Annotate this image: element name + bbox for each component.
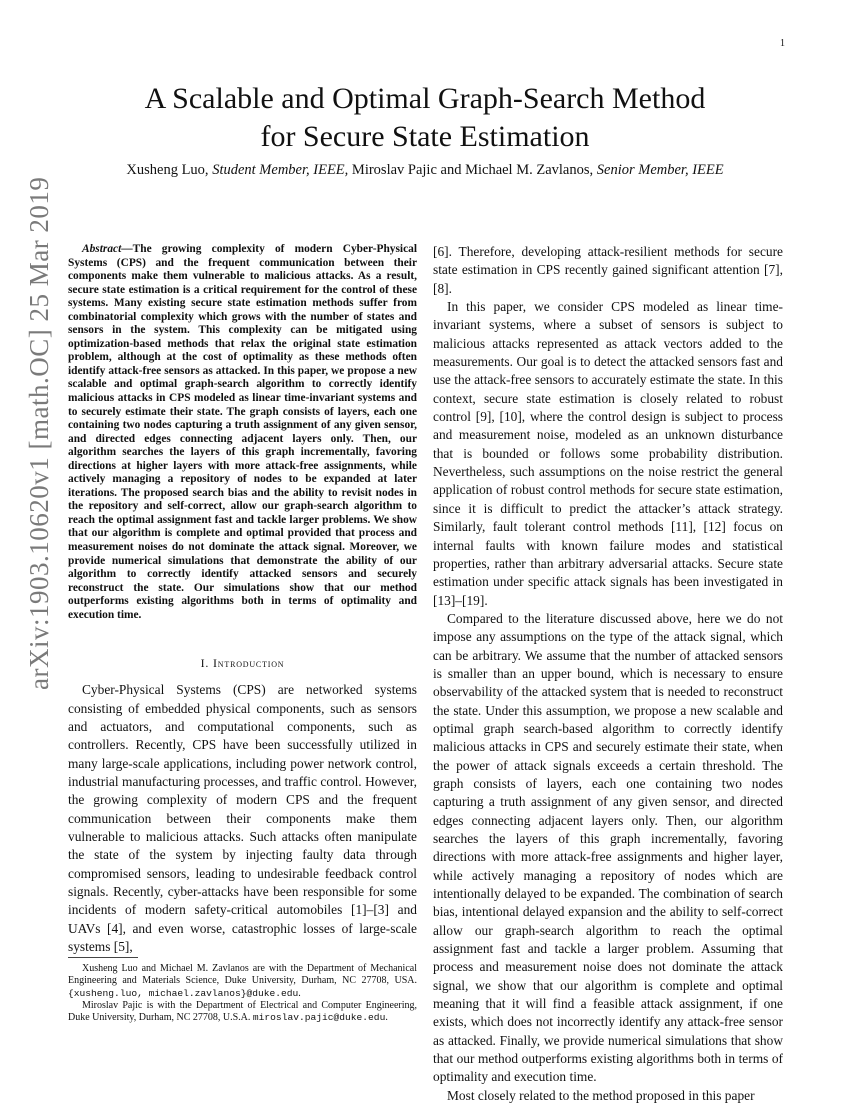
footnote-1-end: . <box>298 987 301 999</box>
footnote-2-end: . <box>385 1012 388 1024</box>
footnotes <box>68 963 417 1024</box>
abstract-text: —The growing complexity of modern Cyber-Physical Systems (CPS) and the frequent communication between their components make them vulnerable to malicious attacks. As a result, secure state estimation is a critical requirement for the control of these systems. Many existing secure state estimation methods suffer from combinatorial complexity which grows with the number of states and sensors in the system. This complexity can be mitigated using optimization-based methods that relax the original state estimation problem, although at the cost of optimality as these methods often identify attack-free sensors as attacked. In this paper, we propose a new scalable and optimal graph-search algorithm to correctly identify malicious attacks in CPS modeled as linear time-invariant systems and to securely estimate their state. The graph consists of layers, each one containing two nodes capturing a truth assignment of any given sensor, and directed edges connecting adjacent layers only. Then, our algorithm searches the layers of this graph incrementally, favoring directions at higher layers with more attack-free assignments, while actively managing a repository of nodes to be expanded at later iterations. The proposed search bias and the ability to revisit nodes in the repository and self-correct, allow our graph-search algorithm to reach the optimal assignment fast and tackle larger problems. We show that our algorithm is complete and optimal provided that process and measurement noises do not dominate the attack signal. Moreover, we provide numerical simulations that demonstrate the ability of our algorithm to correctly identify attacked sensors and securely reconstruct the state. Our simulations show that our method outperforms existing algorithms both in terms of optimality and execution time. <box>68 243 417 621</box>
author-1: Xusheng Luo, <box>126 162 209 178</box>
footnote-affiliation-1 <box>68 963 417 1000</box>
paper-title <box>60 80 790 156</box>
right-column <box>433 243 783 1105</box>
footnote-2-text: Miroslav Pajic is with the Department of Electrical and Computer Engineering, Duke University, Durham, NC 27708, U.S.A. <box>68 999 417 1024</box>
author-3-role: Senior Member, IEEE <box>596 162 724 178</box>
author-list <box>60 162 790 179</box>
title-line-1: A Scalable and Optimal Graph-Search Method <box>144 82 706 115</box>
author-2-3: Miroslav Pajic and Michael M. Zavlanos, <box>351 162 594 178</box>
abstract-label: Abstract <box>82 243 122 255</box>
intro-paragraph-4: Most closely related to the method proposed in this paper <box>447 1087 755 1103</box>
footnote-2-email[interactable]: miroslav.pajic@duke.edu <box>252 1012 386 1024</box>
intro-paragraph-2: In this paper, we consider CPS modeled as linear time-invariant systems, where a subset of sensors is subject to malicious attacks represented as attack vectors added to the measurements. Our goal is to detect the attacked sensors fast and use the attack-free sensors to accurately estimate the state. In this context, secure state estimation is closely related to robust control [9], [10], where the control design is subject to process and measurement noise, modeled as an unknown disturbance that is bounded or follows some probability distribution. Nevertheless, such assumptions on the noise restrict the general application of robust control methods for secure state estimation, since it is difficult to predict the attacker’s attack strategy. Similarly, fault tolerant control methods [11], [12] focus on internal faults with known failure modes and statistical properties, rather than arbitrary adversarial attacks. Secure state estimation under specific attack signals has been investigated in [13]–[19]. <box>433 299 783 608</box>
footnote-1-email[interactable]: {xusheng.luo, michael.zavlanos}@duke.edu <box>68 987 299 999</box>
intro-paragraph-continued: [6]. Therefore, developing attack-resilient methods for secure state estimation in CPS recently gained significant attention [7], [8]. <box>433 244 783 296</box>
page-number: 1 <box>780 38 785 49</box>
left-column <box>68 243 417 956</box>
footnote-divider <box>68 957 138 958</box>
author-1-role: Student Member, IEEE, <box>212 162 349 178</box>
footnote-affiliation-2 <box>68 1000 417 1025</box>
intro-paragraph-3: Compared to the literature discussed above, here we do not impose any assumptions on the type of the attack signal, which can be arbitrary. We assume that the number of attacked sensors is smaller than an upper bound, which is necessary to ensure observability of the attacked system that is needed to reconstruct the state. Under this assumption, we propose a new scalable and optimal graph search-based algorithm to correctly identify malicious attacks in CPS and securely estimate their state, when the power of attack signals exceeds a certain threshold. The graph consists of layers, each one containing two nodes capturing a truth assignment of any given sensor, and directed edges connecting adjacent layers only. Then, our algorithm searches the layers of this graph incrementally, favoring directions with more attack-free assignments and higher layer, while actively managing a repository of nodes which are intentionally delayed to be expanded. The combination of search bias, intentional delayed expansion and the ability to self-correct allow our graph-search algorithm to reach the optimal assignment fast and tackle a larger problem. Assuming that process and measurement noise does not dominate the attack signal, we show that our algorithm is complete and optimal meaning that it will find a feasible attack assignment, if one exists, which does not incorrectly identify any attack-free sensor as attacked. Finally, we provide numerical simulations that show that our method outperforms existing algorithms both in terms of optimality and execution time. <box>433 610 783 1085</box>
arxiv-identifier-stamp[interactable]: arXiv:1903.10620v1 [math.OC] 25 Mar 2019 <box>24 176 54 690</box>
footnote-1-text: Xusheng Luo and Michael M. Zavlanos are with the Department of Mechanical Engineering and Materials Science, Duke University, Durham, NC 27708, USA. <box>68 963 417 987</box>
abstract <box>68 243 417 622</box>
intro-paragraph-1: Cyber-Physical Systems (CPS) are networked systems consisting of embedded physical components, such as sensors and actuators, and computational components, such as controllers. Recently, CPS have been successfully utilized in many large-scale applications, including power network control, industrial manufacturing processes, and traffic control. However, the growing complexity of modern CPS and the frequent communication between their components make them vulnerable to malicious attacks. Such attacks often manipulate the state of the system by injecting faulty data through compromised sensors, leading to undesirable feedback control signals. Recently, cyber-attacks have been responsible for some incidents of modern safety-critical automobiles [1]–[3] and UAVs [4], and even worse, catastrophic losses of large-scale systems [5], <box>68 682 417 955</box>
section-heading-introduction: I. Introduction <box>200 656 285 671</box>
title-line-2: for Secure State Estimation <box>260 120 590 153</box>
